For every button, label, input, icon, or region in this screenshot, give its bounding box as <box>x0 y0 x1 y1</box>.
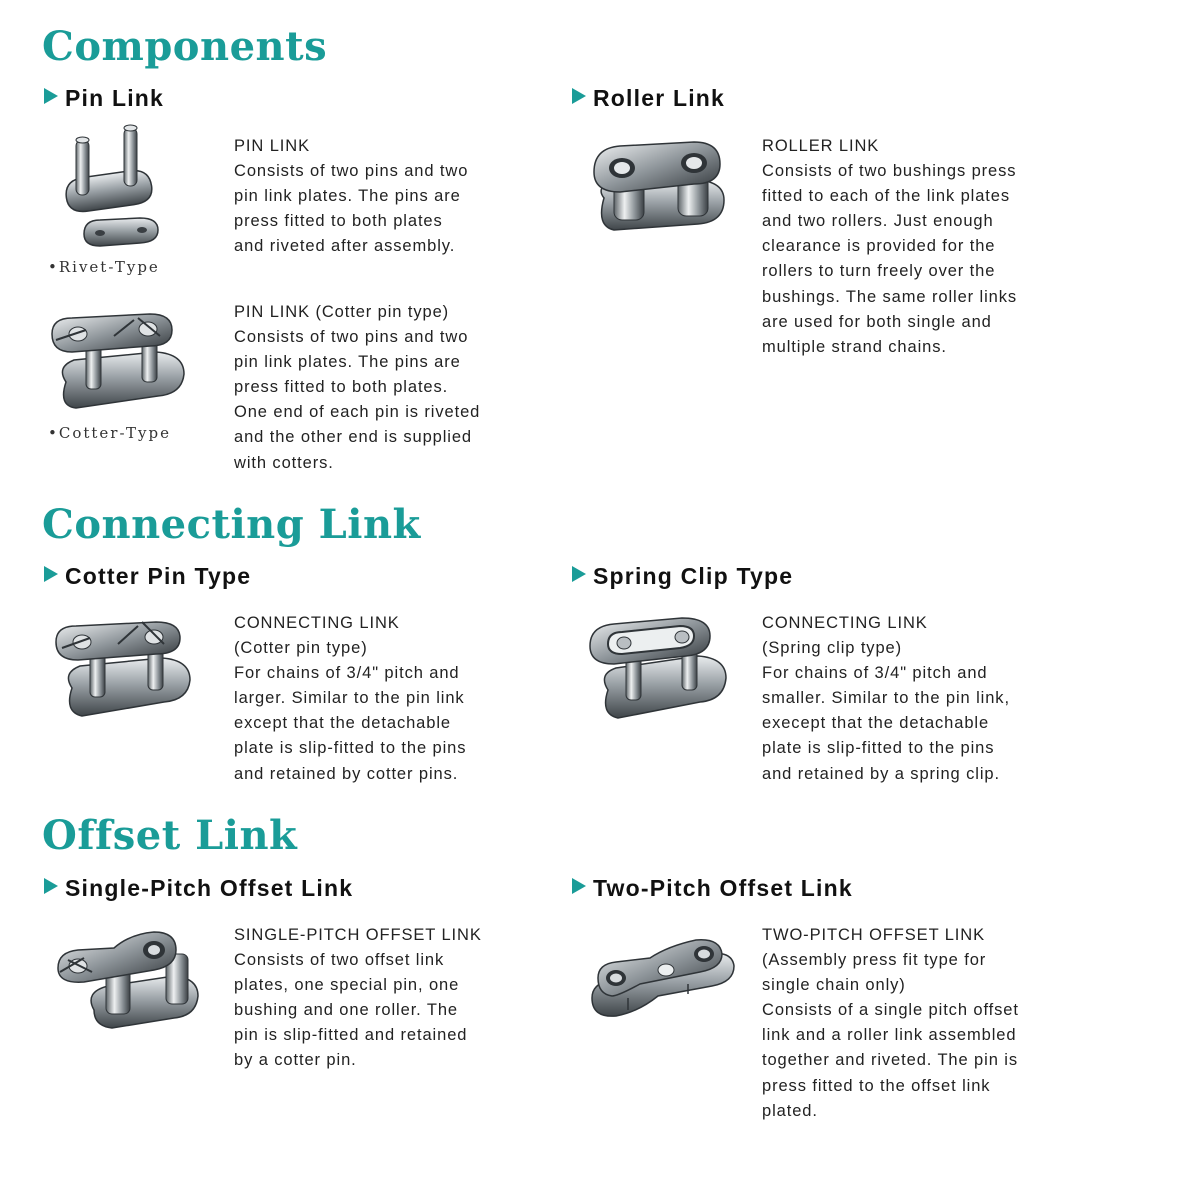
spring-clip-connecting-link-icon <box>586 612 731 727</box>
text-line: PIN LINK (Cotter pin type) <box>234 303 450 321</box>
text-line: One end of each pin is riveted <box>234 403 481 422</box>
desc-pin-link-cotter <box>234 300 480 476</box>
triangle-bullet-icon <box>572 566 586 582</box>
text-line: PIN LINK <box>234 137 310 155</box>
heading-single-pitch <box>44 877 353 900</box>
text-line: smaller. Similar to the pin link, <box>762 689 1010 708</box>
desc-pin-link-rivet <box>234 134 468 259</box>
text-line: execept that the detachable <box>762 714 990 733</box>
cotter-connecting-link-icon <box>52 618 197 723</box>
heading-roller-link <box>572 87 725 110</box>
text-line: fitted to each of the link plates <box>762 187 1011 206</box>
heading-single-pitch-label: Single-Pitch Offset Link <box>65 875 354 901</box>
heading-spring-clip-type <box>572 565 793 588</box>
text-line: pin link plates. The pins are <box>234 353 461 372</box>
text-line: and retained by cotter pins. <box>234 764 459 783</box>
desc-spring-clip-type <box>762 611 1010 787</box>
text-line: and riveted after assembly. <box>234 237 456 256</box>
text-line: clearance is provided for the <box>762 237 996 256</box>
text-line: bushings. The same roller links <box>762 287 1018 306</box>
text-line: by a cotter pin. <box>234 1051 357 1070</box>
text-line: For chains of 3/4" pitch and <box>762 664 988 683</box>
text-line: and two rollers. Just enough <box>762 212 994 231</box>
text-line: Consists of a single pitch offset <box>762 1001 1019 1020</box>
text-line: CONNECTING LINK <box>762 614 928 632</box>
text-line: rollers to turn freely over the <box>762 262 996 281</box>
triangle-bullet-icon <box>44 566 58 582</box>
two-pitch-offset-link-icon <box>588 932 738 1024</box>
heading-cotter-pin-type-label: Cotter Pin Type <box>65 563 252 589</box>
text-line: ROLLER LINK <box>762 137 880 155</box>
single-pitch-offset-link-icon <box>54 926 202 1031</box>
text-line: plated. <box>762 1101 818 1120</box>
text-line: (Cotter pin type) <box>234 639 368 658</box>
text-line: pin link plates. The pins are <box>234 187 461 206</box>
section-title-connecting-link: Connecting Link <box>42 501 421 548</box>
caption-cotter-type: •Cotter-Type <box>48 424 171 442</box>
text-line: TWO-PITCH OFFSET LINK <box>762 926 986 944</box>
text-line: with cotters. <box>234 453 334 472</box>
text-line: press fitted to both plates. <box>234 378 449 397</box>
triangle-bullet-icon <box>44 88 58 104</box>
heading-spring-clip-type-label: Spring Clip Type <box>593 563 794 589</box>
text-line: pin is slip-fitted and retained <box>234 1026 468 1045</box>
text-line: For chains of 3/4" pitch and <box>234 664 460 683</box>
heading-two-pitch-label: Two-Pitch Offset Link <box>593 875 853 901</box>
text-line: (Spring clip type) <box>762 639 902 658</box>
text-line: except that the detachable <box>234 714 451 733</box>
triangle-bullet-icon <box>572 878 586 894</box>
text-line: and retained by a spring clip. <box>762 764 1000 783</box>
heading-pin-link-label: Pin Link <box>65 85 165 111</box>
desc-cotter-pin-type <box>234 611 466 787</box>
text-line: (Assembly press fit type for <box>762 951 987 970</box>
heading-cotter-pin-type <box>44 565 251 588</box>
desc-single-pitch <box>234 923 482 1074</box>
text-line: bushing and one roller. The <box>234 1001 458 1020</box>
triangle-bullet-icon <box>44 878 58 894</box>
text-line: CONNECTING LINK <box>234 614 400 632</box>
text-line: multiple strand chains. <box>762 337 947 356</box>
heading-two-pitch <box>572 877 853 900</box>
heading-roller-link-label: Roller Link <box>593 85 726 111</box>
text-line: Consists of two offset link <box>234 951 445 970</box>
text-line: press fitted to both plates <box>234 212 443 231</box>
text-line: Consists of two pins and two <box>234 162 469 181</box>
section-title-components: Components <box>42 23 328 70</box>
text-line: together and riveted. The pin is <box>762 1051 1018 1070</box>
desc-two-pitch <box>762 923 1019 1124</box>
text-line: SINGLE-PITCH OFFSET LINK <box>234 926 482 944</box>
text-line: Consists of two bushings press <box>762 162 1017 181</box>
roller-link-icon <box>590 138 730 233</box>
text-line: plate is slip-fitted to the pins <box>762 739 995 758</box>
text-line: plates, one special pin, one <box>234 976 460 995</box>
caption-rivet-type: •Rivet-Type <box>48 258 160 276</box>
text-line: single chain only) <box>762 976 906 995</box>
cotter-pin-link-icon <box>46 312 191 422</box>
heading-pin-link <box>44 87 164 110</box>
text-line: plate is slip-fitted to the pins <box>234 739 467 758</box>
desc-roller-link <box>762 134 1017 360</box>
text-line: are used for both single and <box>762 312 992 331</box>
text-line: press fitted to the offset link <box>762 1076 991 1095</box>
rivet-pin-link-icon <box>62 122 172 252</box>
triangle-bullet-icon <box>572 88 586 104</box>
text-line: and the other end is supplied <box>234 428 473 447</box>
text-line: larger. Similar to the pin link <box>234 689 465 708</box>
text-line: link and a roller link assembled <box>762 1026 1017 1045</box>
text-line: Consists of two pins and two <box>234 328 469 347</box>
section-title-offset-link: Offset Link <box>42 812 298 859</box>
